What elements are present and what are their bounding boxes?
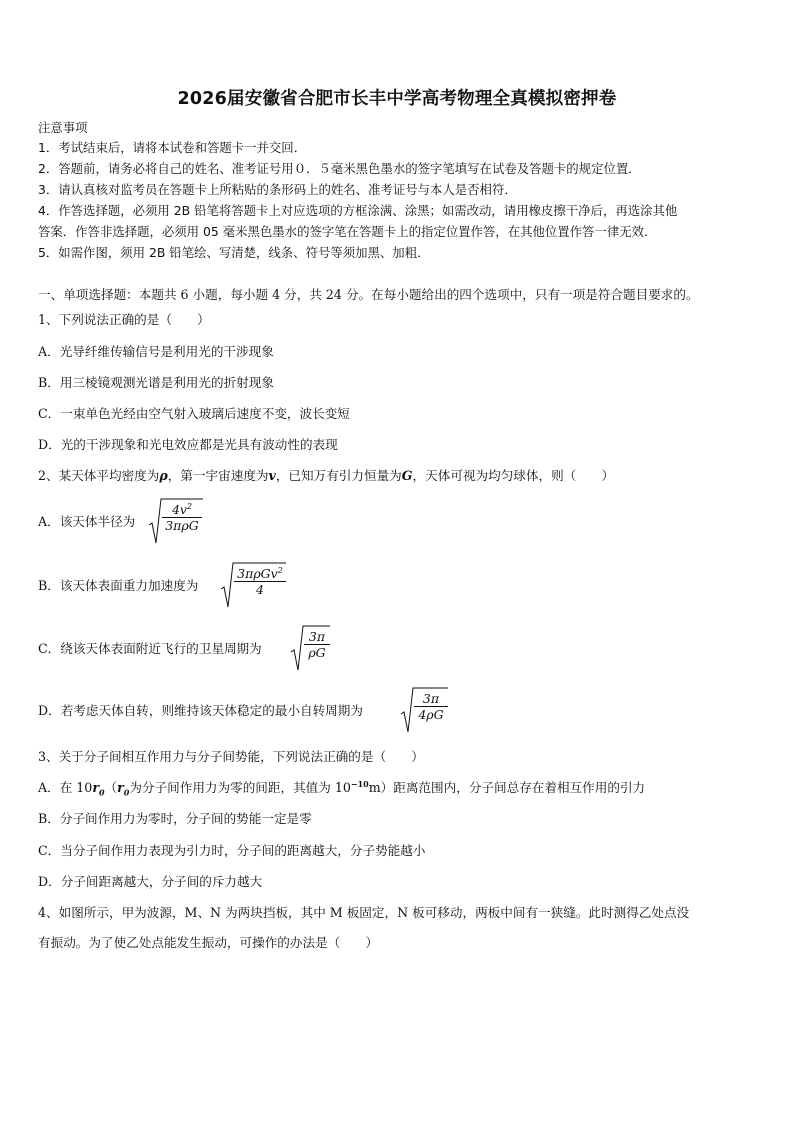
section-heading: 一、单项选择题：本题共 6 小题，每小题 4 分，共 24 分。在每小题给出的四个选项中，只有一项是符合题目要求的。: [38, 287, 699, 302]
q2-d-numerator: 3π: [422, 691, 440, 706]
q2-stem-part-d: ，天体可视为均匀球体，则（ ）: [412, 468, 615, 483]
question-1-option-d: D．光的干涉现象和光电效应都是光具有波动性的表现: [38, 437, 338, 452]
q2-a-denominator: 3πρG: [165, 518, 199, 533]
q2-stem-part-c: ，已知万有引力恒量为: [275, 468, 402, 483]
q2-c-denominator: ρG: [308, 645, 326, 660]
q2-c-text: C．绕该天体表面附近飞行的卫星周期为: [38, 641, 262, 656]
notice-heading: 注意事项: [38, 120, 88, 135]
q3-a-part-b: （: [104, 780, 118, 795]
notice-item-2: 2．答题前，请务必将自己的姓名、准考证号用０．５毫米黑色墨水的签字笔填写在试卷及答题卡的规定位置．: [38, 161, 641, 176]
q2-b-num-exp: 2: [277, 565, 283, 575]
question-1-stem: 1、下列说法正确的是（ ）: [38, 312, 210, 327]
q2-rho-symbol: ρ: [159, 468, 168, 483]
q2-a-sqrt: [148, 497, 203, 545]
notice-item-4: 4．作答选择题，必须用 2B 铅笔将答题卡上对应选项的方框涂满、涂黑；如需改动，请用橡皮擦干净后，再选涂其他: [38, 203, 678, 218]
q3-a-r-sub: 0: [98, 787, 105, 798]
q2-d-sqrt: [400, 686, 448, 734]
q3-a-r-sub-2: 0: [123, 787, 130, 798]
q2-b-numerator: [234, 566, 286, 581]
q2-c-numerator: 3π: [308, 629, 326, 644]
q3-a-r-text: r: [92, 780, 99, 795]
q2-a-num-text: 4v: [171, 502, 187, 517]
q2-a-text: A．该天体半径为: [38, 514, 136, 529]
q3-a-part-a: A．在 10: [38, 780, 93, 795]
q2-b-num-text: 3πρGv: [237, 566, 278, 581]
q3-a-r-text-2: r: [117, 780, 124, 795]
q2-c-fraction: [304, 629, 330, 660]
notice-item-4-cont: 答案．作答非选择题，必须用 05 毫米黑色墨水的签字笔在答题卡上的指定位置作答，在其他位置作答一律无效．: [38, 224, 657, 239]
q2-c-sqrt: [290, 624, 330, 672]
question-4-stem-line-2: 有振动。为了使乙处点能发生振动，可操作的办法是（ ）: [38, 935, 379, 950]
q2-v-symbol: v: [268, 468, 276, 483]
q2-b-fraction: [234, 566, 286, 597]
q2-b-sqrt: [220, 561, 286, 609]
question-1-option-c: C．一束单色光经由空气射入玻璃后速度不变，波长变短: [38, 406, 350, 421]
q3-a-r0-symbol-2: [117, 780, 130, 798]
q2-stem-part-b: ，第一宇宙速度为: [167, 468, 269, 483]
question-1-option-b: B．用三棱镜观测光谱是利用光的折射现象: [38, 375, 274, 390]
q2-b-denominator: 4: [256, 582, 264, 597]
notice-item-5: 5．如需作图，须用 2B 铅笔绘、写清楚，线条、符号等须加黑、加粗．: [38, 245, 430, 260]
q2-a-num-exp: 2: [186, 501, 193, 511]
q3-a-part-c: 为分子间作用力为零的间距，其值为 10: [129, 780, 351, 795]
q2-b-text: B．该天体表面重力加速度为: [38, 578, 199, 593]
notice-item-3: 3．请认真核对监考员在答题卡上所粘贴的条形码上的姓名、准考证号与本人是否相符．: [38, 182, 517, 197]
q2-g-symbol: G: [401, 468, 413, 483]
q2-a-fraction: [162, 502, 202, 533]
question-1-option-a: A．光导纤维传输信号是利用光的干涉现象: [38, 344, 274, 359]
notice-item-1: 1．考试结束后，请将本试卷和答题卡一并交回．: [38, 140, 307, 155]
q2-d-text: D．若考虑天体自转，则维持该天体稳定的最小自转周期为: [38, 703, 363, 718]
question-3-option-d: D．分子间距离越大，分子间的斥力越大: [38, 874, 263, 889]
question-3-option-b: B．分子间作用力为零时，分子间的势能一定是零: [38, 811, 312, 826]
question-3-option-a: [38, 780, 645, 801]
question-2-stem: [38, 468, 614, 484]
question-3-option-c: C．当分子间作用力表现为引力时，分子间的距离越大，分子势能越小: [38, 843, 426, 858]
q3-a-r0-symbol: [92, 780, 105, 798]
question-3-stem: 3、关于分子间相互作用力与分子间势能，下列说法正确的是（ ）: [38, 749, 424, 764]
page-title: 2026届安徽省合肥市长丰中学高考物理全真模拟密押卷: [177, 89, 617, 109]
q2-d-denominator: 4ρG: [418, 707, 444, 722]
q3-a-exponent: −10: [350, 778, 369, 789]
q2-d-fraction: [414, 691, 448, 722]
q2-stem-part-a: 2、某天体平均密度为: [38, 468, 160, 483]
question-4-stem-line-1: 4、如图所示，甲为波源，M、N 为两块挡板，其中 M 板固定，N 板可移动，两板中间有一狭缝。此时测得乙处点没: [38, 905, 690, 920]
q3-a-part-d: m）距离范围内，分子间总存在着相互作用的引力: [368, 780, 646, 795]
q2-a-numerator: [162, 502, 202, 517]
